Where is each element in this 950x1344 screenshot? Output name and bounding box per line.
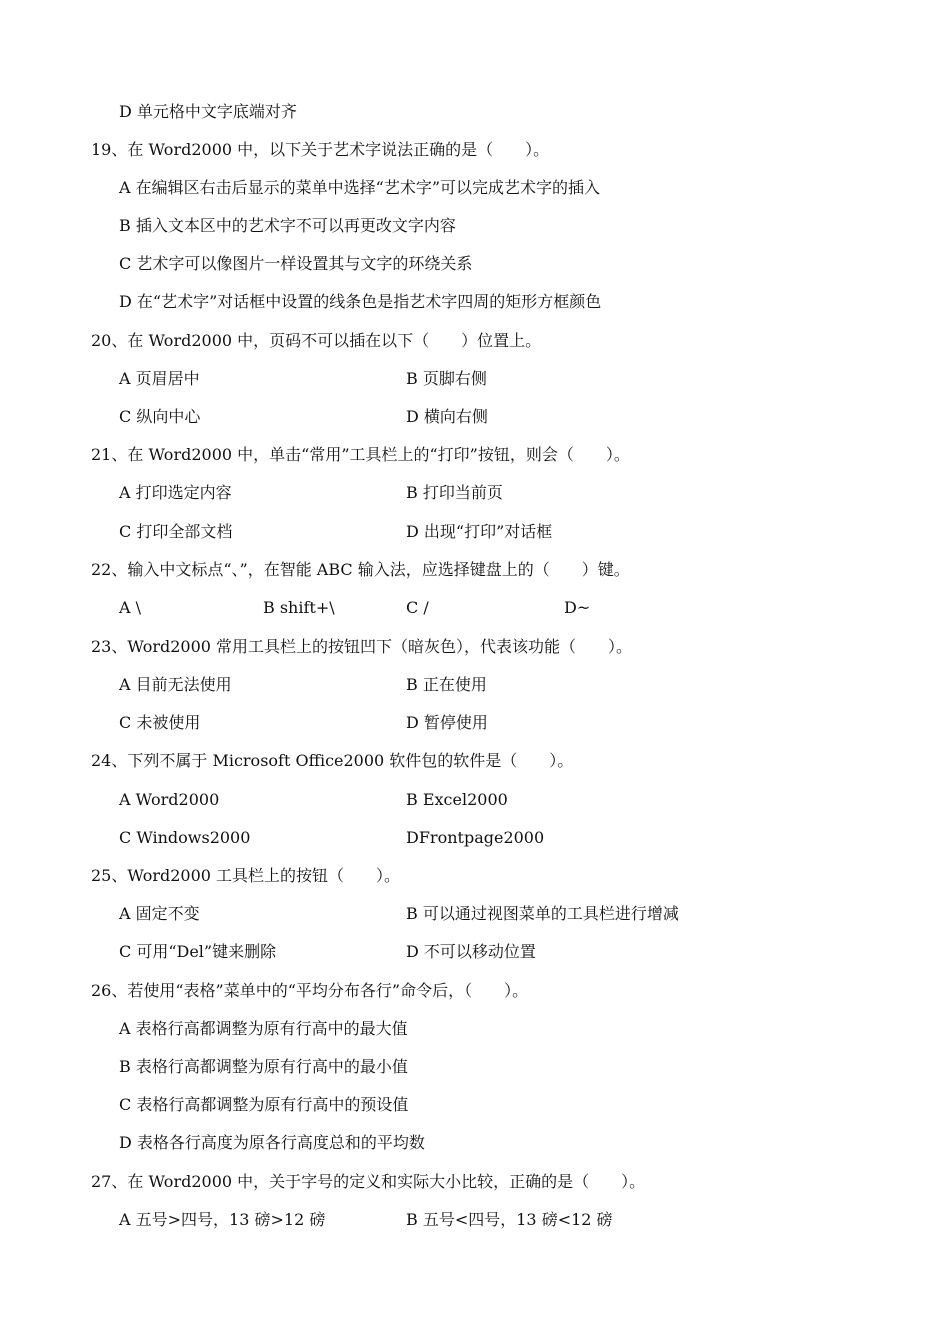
q18-option-d: D 单元格中文字底端对齐 [119,102,297,121]
q26-option-c: C 表格行高都调整为原有行高中的预设值 [119,1095,409,1114]
q22-option-d: D~ [564,598,591,617]
q19-option-d: D 在“艺术字”对话框中设置的线条色是指艺术字四周的矩形方框颜色 [119,292,602,311]
q19-option-c: C 艺术字可以像图片一样设置其与文字的环绕关系 [119,254,473,273]
q25-option-b: B 可以通过视图菜单的工具栏进行增减 [406,904,679,923]
q22-question: 22、输入中文标点“、”，在智能 ABC 输入法，应选择键盘上的（ ）键。 [91,560,630,579]
q23-option-c: C 未被使用 [119,713,201,732]
q19-question: 19、在 Word2000 中，以下关于艺术字说法正确的是（ ）。 [91,140,550,159]
q26-option-d: D 表格各行高度为原各行高度总和的平均数 [119,1133,425,1152]
q25-option-d: D 不可以移动位置 [406,942,536,961]
q25-option-a: A 固定不变 [119,904,200,923]
q22-option-c: C / [406,598,429,617]
q24-question: 24、下列不属于 Microsoft Office2000 软件包的软件是（ ）。 [91,751,574,770]
q21-option-a: A 打印选定内容 [119,483,232,502]
q20-option-a: A 页眉居中 [119,369,200,388]
q20-option-b: B 页脚右侧 [406,369,487,388]
q22-option-a: A \ [119,598,142,617]
q27-option-a: A 五号>四号，13 磅>12 磅 [119,1210,326,1229]
q20-question: 20、在 Word2000 中，页码不可以插在以下（ ）位置上。 [91,331,542,350]
q23-option-a: A 目前无法使用 [119,675,232,694]
q21-option-c: C 打印全部文档 [119,522,233,541]
q23-question: 23、Word2000 常用工具栏上的按钮凹下（暗灰色），代表该功能（ ）。 [91,637,633,656]
q27-question: 27、在 Word2000 中，关于字号的定义和实际大小比较，正确的是（ ）。 [91,1172,646,1191]
q25-option-c: C 可用“Del”键来删除 [119,942,277,961]
q20-option-d: D 横向右侧 [406,407,488,426]
q20-option-c: C 纵向中心 [119,407,201,426]
q21-option-d: D 出现“打印”对话框 [406,522,553,541]
q25-question: 25、Word2000 工具栏上的按钮（ ）。 [91,866,401,885]
q21-option-b: B 打印当前页 [406,483,503,502]
q24-option-a: A Word2000 [119,790,220,809]
q23-option-b: B 正在使用 [406,675,487,694]
q19-option-b: B 插入文本区中的艺术字不可以再更改文字内容 [119,216,456,235]
q26-question: 26、若使用“表格”菜单中的“平均分布各行”命令后，（ ）。 [91,981,529,1000]
q23-option-d: D 暂停使用 [406,713,488,732]
q26-option-b: B 表格行高都调整为原有行高中的最小值 [119,1057,408,1076]
q26-option-a: A 表格行高都调整为原有行高中的最大值 [119,1019,408,1038]
q27-option-b: B 五号<四号，13 磅<12 磅 [406,1210,613,1229]
q21-question: 21、在 Word2000 中，单击“常用”工具栏上的“打印”按钮，则会（ ）。 [91,445,630,464]
q24-option-d: DFrontpage2000 [406,828,545,847]
q19-option-a: A 在编辑区右击后显示的菜单中选择“艺术字”可以完成艺术字的插入 [119,178,601,197]
q24-option-b: B Excel2000 [406,790,508,809]
q22-option-b: B shift+\ [263,598,335,617]
q24-option-c: C Windows2000 [119,828,251,847]
